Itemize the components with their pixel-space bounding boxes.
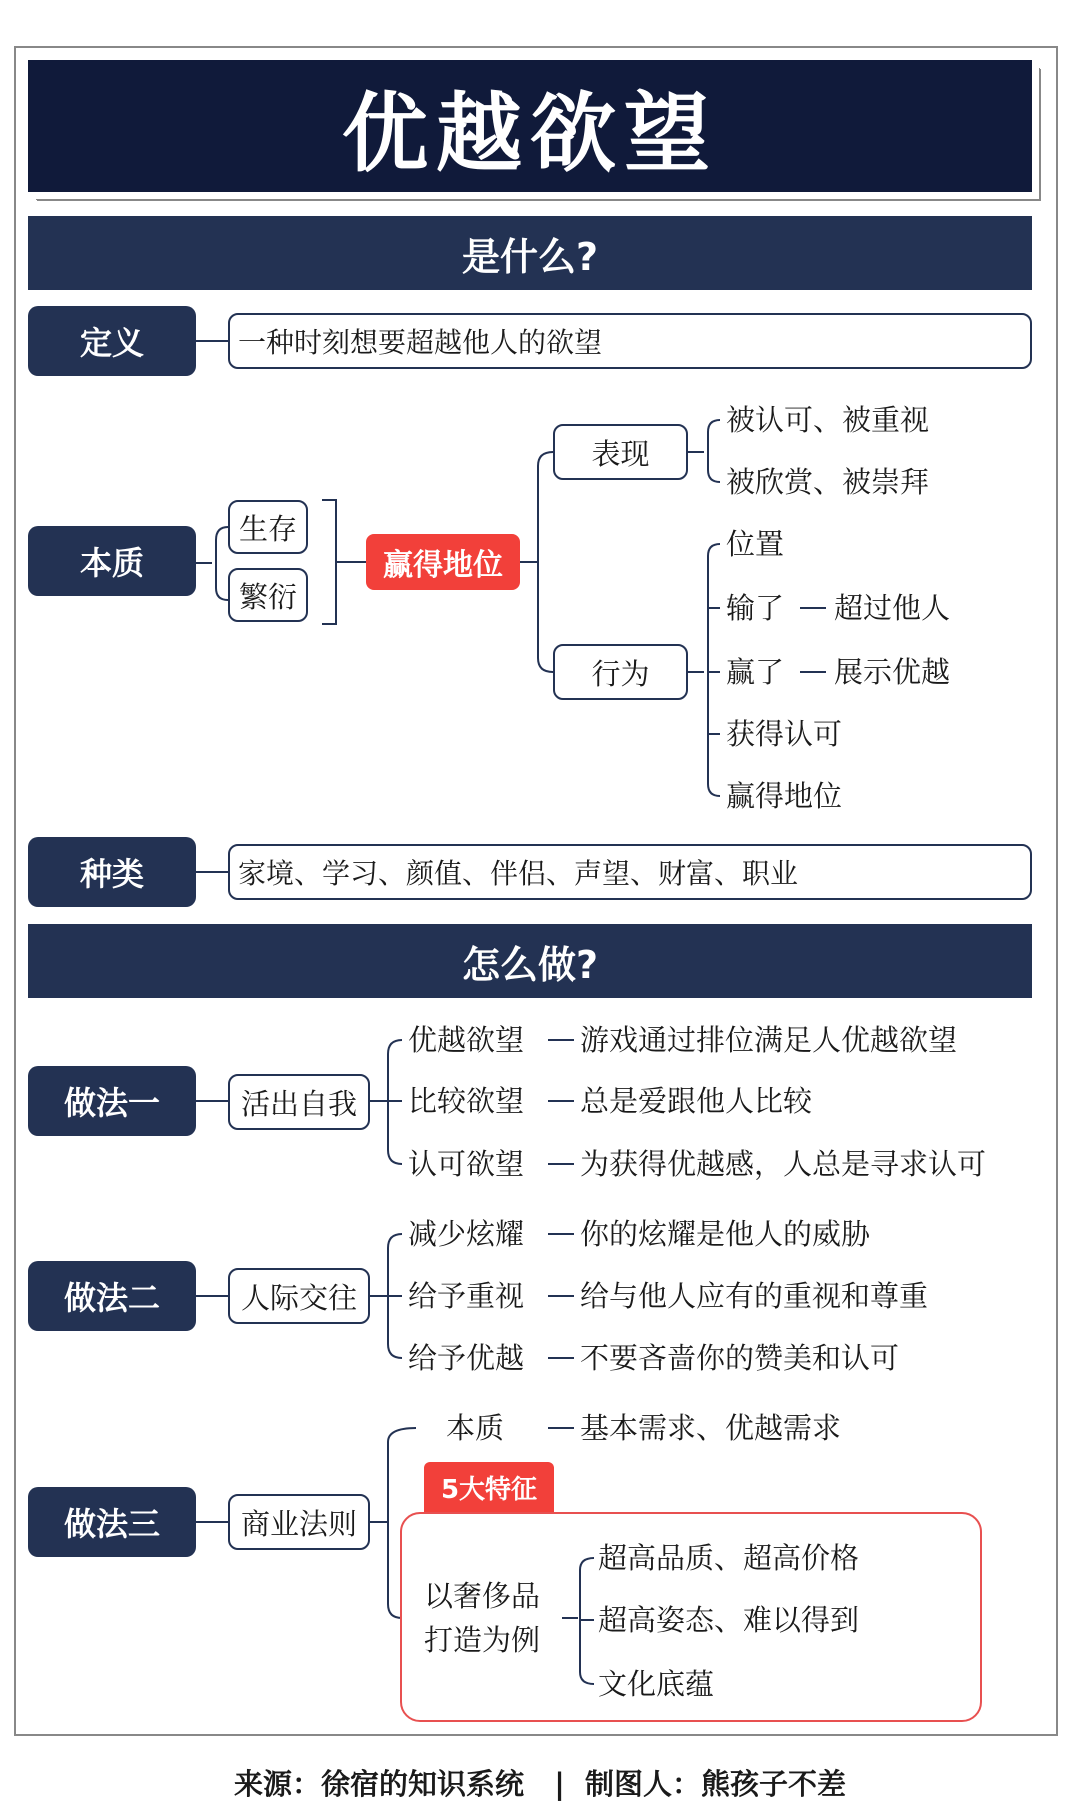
method-2-key: 减少炫耀 xyxy=(408,1217,525,1251)
definition-text: 一种时刻想要超越他人的欲望 xyxy=(228,313,1032,369)
behavior-item: 赢了 xyxy=(726,655,785,689)
expression-node: 表现 xyxy=(553,424,688,480)
method-1-topic: 活出自我 xyxy=(228,1074,370,1130)
example-line: 打造为例 xyxy=(424,1623,541,1657)
method-1-key: 认可欲望 xyxy=(408,1147,525,1181)
method-2-key: 给予优越 xyxy=(408,1341,525,1375)
behavior-item: 获得认可 xyxy=(726,717,843,751)
feature-item: 超高姿态、难以得到 xyxy=(598,1603,860,1637)
method-1-key: 比较欲望 xyxy=(408,1084,525,1118)
method-1-desc: 总是爱跟他人比较 xyxy=(580,1084,813,1118)
essence-label: 本质 xyxy=(28,526,196,596)
behavior-item: 赢得地位 xyxy=(726,779,843,813)
section-how-header: 怎么做? xyxy=(28,924,1032,998)
essence-sub-survival: 生存 xyxy=(228,500,308,554)
behavior-result: 超过他人 xyxy=(834,591,951,625)
method-2-desc: 给与他人应有的重视和尊重 xyxy=(580,1279,929,1313)
method-2-label: 做法二 xyxy=(28,1261,196,1331)
source-credit: 来源：徐宿的知识系统 | 制图人：熊孩子不差 xyxy=(233,1767,847,1801)
method-3-label: 做法三 xyxy=(28,1487,196,1557)
essence-sub-reproduction: 繁衍 xyxy=(228,568,308,622)
method-3-essence-key: 本质 xyxy=(446,1411,505,1445)
section-what-header: 是什么? xyxy=(28,216,1032,290)
page-title: 优越欲望 xyxy=(28,60,1032,192)
method-1-desc: 为获得优越感，人总是寻求认可 xyxy=(580,1147,987,1181)
method-2-topic: 人际交往 xyxy=(228,1268,370,1324)
feature-tag-badge: 5大特征 xyxy=(424,1462,554,1512)
definition-label: 定义 xyxy=(28,306,196,376)
feature-item: 文化底蕴 xyxy=(598,1667,715,1701)
behavior-node: 行为 xyxy=(553,644,688,700)
method-1-desc: 游戏通过排位满足人优越欲望 xyxy=(580,1023,958,1057)
method-2-key: 给予重视 xyxy=(408,1279,525,1313)
method-2-desc: 不要吝啬你的赞美和认可 xyxy=(580,1341,900,1375)
behavior-item: 输了 xyxy=(726,591,785,625)
method-3-essence-desc: 基本需求、优越需求 xyxy=(580,1411,842,1445)
expression-item: 被欣赏、被崇拜 xyxy=(726,465,930,499)
types-label: 种类 xyxy=(28,837,196,907)
method-1-label: 做法一 xyxy=(28,1066,196,1136)
feature-item: 超高品质、超高价格 xyxy=(598,1541,860,1575)
behavior-result: 展示优越 xyxy=(834,655,951,689)
expression-item: 被认可、被重视 xyxy=(726,403,930,437)
example-line: 以奢侈品 xyxy=(424,1579,541,1613)
method-3-topic: 商业法则 xyxy=(228,1494,370,1550)
types-text: 家境、学习、颜值、伴侣、声望、财富、职业 xyxy=(228,844,1032,900)
method-2-desc: 你的炫耀是他人的威胁 xyxy=(580,1217,871,1251)
method-1-key: 优越欲望 xyxy=(408,1023,525,1057)
behavior-item: 位置 xyxy=(726,527,785,561)
essence-core-badge: 赢得地位 xyxy=(366,534,520,590)
